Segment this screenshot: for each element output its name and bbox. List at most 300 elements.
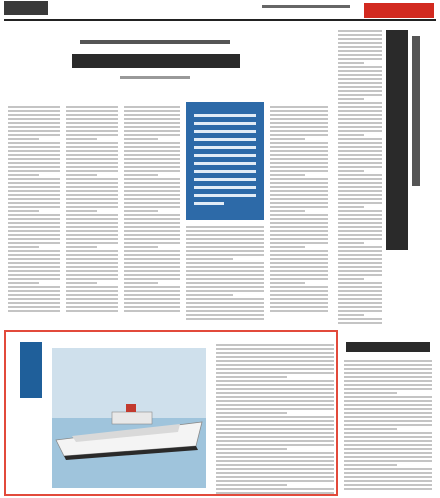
text-line-placeholder bbox=[344, 396, 432, 398]
text-line-placeholder bbox=[270, 222, 328, 224]
text-line-placeholder bbox=[124, 122, 180, 124]
text-line-placeholder bbox=[66, 106, 118, 108]
text-line-placeholder bbox=[216, 436, 334, 438]
text-line-placeholder bbox=[66, 250, 118, 252]
text-line-placeholder bbox=[344, 432, 432, 434]
text-line-placeholder bbox=[216, 476, 334, 478]
text-line-placeholder bbox=[66, 210, 97, 212]
text-line-placeholder bbox=[66, 254, 118, 256]
pull-quote-line-placeholder bbox=[194, 154, 256, 157]
text-line-placeholder bbox=[338, 218, 382, 220]
text-line-placeholder bbox=[216, 388, 334, 390]
text-line-placeholder bbox=[8, 210, 39, 212]
text-line-placeholder bbox=[338, 298, 382, 300]
text-line-placeholder bbox=[8, 290, 60, 292]
text-line-placeholder bbox=[124, 190, 180, 192]
pull-quote-line-placeholder bbox=[194, 138, 256, 141]
text-line-placeholder bbox=[186, 302, 264, 304]
text-line-placeholder bbox=[344, 388, 432, 390]
text-line-placeholder bbox=[344, 376, 432, 378]
text-line-placeholder bbox=[270, 274, 328, 276]
text-line-placeholder bbox=[338, 258, 382, 260]
text-line-placeholder bbox=[216, 460, 334, 462]
text-line-placeholder bbox=[344, 452, 432, 454]
text-line-placeholder bbox=[270, 174, 305, 176]
text-line-placeholder bbox=[270, 122, 328, 124]
text-line-placeholder bbox=[8, 138, 39, 140]
text-line-placeholder bbox=[186, 262, 264, 264]
text-line-placeholder bbox=[124, 278, 180, 280]
text-line-placeholder bbox=[8, 194, 60, 196]
text-line-placeholder bbox=[66, 222, 118, 224]
date-line bbox=[262, 5, 350, 8]
text-line-placeholder bbox=[8, 134, 60, 136]
text-line-placeholder bbox=[124, 134, 180, 136]
text-line-placeholder bbox=[186, 306, 264, 308]
text-line-placeholder bbox=[124, 246, 158, 248]
text-line-placeholder bbox=[338, 70, 382, 72]
text-line-placeholder bbox=[216, 448, 287, 450]
text-line-placeholder bbox=[186, 274, 264, 276]
text-line-placeholder bbox=[216, 396, 334, 398]
text-line-placeholder bbox=[338, 34, 382, 36]
text-line-placeholder bbox=[338, 166, 382, 168]
text-line-placeholder bbox=[344, 472, 432, 474]
text-line-placeholder bbox=[270, 158, 328, 160]
text-line-placeholder bbox=[186, 286, 264, 288]
text-line-placeholder bbox=[338, 230, 382, 232]
text-line-placeholder bbox=[270, 178, 328, 180]
text-line-placeholder bbox=[124, 174, 158, 176]
text-line-placeholder bbox=[270, 218, 328, 220]
text-line-placeholder bbox=[124, 262, 180, 264]
text-line-placeholder bbox=[8, 278, 60, 280]
text-line-placeholder bbox=[124, 186, 180, 188]
text-line-placeholder bbox=[8, 262, 60, 264]
text-line-placeholder bbox=[344, 484, 432, 486]
text-line-placeholder bbox=[270, 186, 328, 188]
text-line-placeholder bbox=[186, 266, 264, 268]
text-line-placeholder bbox=[124, 110, 180, 112]
text-line-placeholder bbox=[124, 150, 180, 152]
text-line-placeholder bbox=[338, 122, 382, 124]
text-line-placeholder bbox=[8, 122, 60, 124]
text-line-placeholder bbox=[186, 242, 264, 244]
pull-quote-box bbox=[186, 102, 264, 220]
text-line-placeholder bbox=[124, 234, 180, 236]
text-line-placeholder bbox=[186, 298, 264, 300]
text-line-placeholder bbox=[338, 250, 382, 252]
text-line-placeholder bbox=[338, 278, 364, 280]
text-line-placeholder bbox=[8, 254, 60, 256]
text-line-placeholder bbox=[344, 384, 432, 386]
text-line-placeholder bbox=[270, 226, 328, 228]
text-line-placeholder bbox=[8, 142, 60, 144]
text-line-placeholder bbox=[216, 372, 334, 374]
text-line-placeholder bbox=[338, 302, 382, 304]
text-line-placeholder bbox=[8, 118, 60, 120]
text-line-placeholder bbox=[66, 226, 118, 228]
text-line-placeholder bbox=[66, 166, 118, 168]
text-line-placeholder bbox=[216, 380, 334, 382]
text-line-placeholder bbox=[186, 226, 264, 228]
text-line-placeholder bbox=[344, 420, 432, 422]
text-line-placeholder bbox=[216, 444, 334, 446]
text-line-placeholder bbox=[124, 194, 180, 196]
story-right-bottom-headline bbox=[346, 342, 430, 352]
text-line-placeholder bbox=[66, 246, 97, 248]
text-line-placeholder bbox=[344, 412, 432, 414]
text-line-placeholder bbox=[8, 178, 60, 180]
text-line-placeholder bbox=[338, 42, 382, 44]
text-line-placeholder bbox=[8, 202, 60, 204]
text-line-placeholder bbox=[66, 122, 118, 124]
text-line-placeholder bbox=[344, 364, 432, 366]
text-line-placeholder bbox=[270, 306, 328, 308]
text-line-placeholder bbox=[66, 214, 118, 216]
text-line-placeholder bbox=[66, 134, 118, 136]
text-line-placeholder bbox=[66, 282, 97, 284]
text-line-placeholder bbox=[338, 62, 364, 64]
text-line-placeholder bbox=[270, 110, 328, 112]
text-line-placeholder bbox=[216, 452, 334, 454]
text-line-placeholder bbox=[338, 170, 364, 172]
text-line-placeholder bbox=[344, 416, 432, 418]
text-line-placeholder bbox=[8, 266, 60, 268]
text-line-placeholder bbox=[8, 302, 60, 304]
text-line-placeholder bbox=[124, 202, 180, 204]
text-line-placeholder bbox=[338, 210, 382, 212]
text-line-placeholder bbox=[270, 302, 328, 304]
text-line-placeholder bbox=[270, 298, 328, 300]
text-line-placeholder bbox=[338, 74, 382, 76]
text-line-placeholder bbox=[344, 476, 432, 478]
text-line-placeholder bbox=[338, 234, 382, 236]
text-line-placeholder bbox=[8, 106, 60, 108]
text-line-placeholder bbox=[216, 480, 334, 482]
text-line-placeholder bbox=[186, 318, 264, 320]
text-line-placeholder bbox=[8, 270, 60, 272]
text-line-placeholder bbox=[270, 114, 328, 116]
text-line-placeholder bbox=[66, 310, 118, 312]
text-line-placeholder bbox=[270, 230, 328, 232]
text-line-placeholder bbox=[8, 298, 60, 300]
text-line-placeholder bbox=[66, 146, 118, 148]
text-line-placeholder bbox=[8, 250, 60, 252]
text-line-placeholder bbox=[338, 146, 382, 148]
text-line-placeholder bbox=[8, 234, 60, 236]
text-line-placeholder bbox=[338, 66, 382, 68]
text-line-placeholder bbox=[8, 166, 60, 168]
text-line-placeholder bbox=[338, 174, 382, 176]
text-line-placeholder bbox=[66, 174, 97, 176]
text-line-placeholder bbox=[8, 222, 60, 224]
text-line-placeholder bbox=[124, 294, 180, 296]
pull-quote-line-placeholder bbox=[194, 130, 256, 133]
text-line-placeholder bbox=[338, 306, 382, 308]
text-line-placeholder bbox=[8, 214, 60, 216]
story-right-bottom bbox=[340, 330, 436, 496]
text-line-placeholder bbox=[8, 226, 60, 228]
text-line-placeholder bbox=[124, 250, 180, 252]
text-line-placeholder bbox=[338, 134, 364, 136]
text-line-placeholder bbox=[8, 186, 60, 188]
story-side-headline bbox=[386, 30, 408, 250]
text-line-placeholder bbox=[270, 282, 305, 284]
text-line-placeholder bbox=[186, 290, 264, 292]
text-line-placeholder bbox=[344, 468, 432, 470]
text-line-placeholder bbox=[216, 384, 334, 386]
text-line-placeholder bbox=[66, 206, 118, 208]
text-line-placeholder bbox=[66, 278, 118, 280]
text-line-placeholder bbox=[338, 290, 382, 292]
text-line-placeholder bbox=[344, 480, 432, 482]
text-line-placeholder bbox=[338, 226, 382, 228]
text-line-placeholder bbox=[344, 424, 432, 426]
text-line-placeholder bbox=[124, 282, 158, 284]
text-line-placeholder bbox=[8, 218, 60, 220]
text-line-placeholder bbox=[338, 182, 382, 184]
text-line-placeholder bbox=[344, 380, 432, 382]
text-line-placeholder bbox=[338, 322, 382, 324]
text-line-placeholder bbox=[66, 266, 118, 268]
story-main-byline bbox=[120, 76, 190, 79]
text-line-placeholder bbox=[270, 194, 328, 196]
text-line-placeholder bbox=[66, 234, 118, 236]
text-line-placeholder bbox=[66, 198, 118, 200]
text-line-placeholder bbox=[8, 310, 60, 312]
text-line-placeholder bbox=[8, 230, 60, 232]
text-line-placeholder bbox=[8, 110, 60, 112]
text-line-placeholder bbox=[216, 400, 334, 402]
text-line-placeholder bbox=[216, 360, 334, 362]
text-line-placeholder bbox=[124, 162, 180, 164]
text-line-placeholder bbox=[66, 202, 118, 204]
text-line-placeholder bbox=[66, 186, 118, 188]
text-line-placeholder bbox=[216, 492, 334, 494]
text-line-placeholder bbox=[338, 186, 382, 188]
text-line-placeholder bbox=[270, 210, 305, 212]
text-line-placeholder bbox=[338, 126, 382, 128]
text-line-placeholder bbox=[338, 214, 382, 216]
text-line-placeholder bbox=[66, 290, 118, 292]
text-line-placeholder bbox=[216, 408, 334, 410]
text-line-placeholder bbox=[8, 190, 60, 192]
text-line-placeholder bbox=[124, 222, 180, 224]
text-line-placeholder bbox=[8, 282, 39, 284]
pull-quote-line-placeholder bbox=[194, 186, 256, 189]
text-line-placeholder bbox=[124, 258, 180, 260]
text-line-placeholder bbox=[270, 166, 328, 168]
text-line-placeholder bbox=[338, 270, 382, 272]
text-line-placeholder bbox=[270, 250, 328, 252]
text-line-placeholder bbox=[270, 242, 328, 244]
text-line-placeholder bbox=[66, 190, 118, 192]
text-line-placeholder bbox=[66, 158, 118, 160]
text-line-placeholder bbox=[270, 130, 328, 132]
text-line-placeholder bbox=[8, 286, 60, 288]
story-main bbox=[4, 26, 332, 330]
text-line-placeholder bbox=[338, 82, 382, 84]
text-line-placeholder bbox=[216, 468, 334, 470]
text-line-placeholder bbox=[8, 238, 60, 240]
text-line-placeholder bbox=[270, 266, 328, 268]
text-line-placeholder bbox=[66, 142, 118, 144]
text-line-placeholder bbox=[8, 306, 60, 308]
text-line-placeholder bbox=[338, 114, 382, 116]
text-line-placeholder bbox=[66, 130, 118, 132]
text-line-placeholder bbox=[66, 138, 97, 140]
text-line-placeholder bbox=[124, 242, 180, 244]
text-line-placeholder bbox=[186, 294, 233, 296]
text-line-placeholder bbox=[344, 488, 432, 490]
text-line-placeholder bbox=[216, 428, 334, 430]
text-line-placeholder bbox=[124, 302, 180, 304]
text-line-placeholder bbox=[270, 146, 328, 148]
text-line-placeholder bbox=[216, 352, 334, 354]
text-line-placeholder bbox=[124, 118, 180, 120]
story-main-subhead bbox=[80, 40, 230, 44]
masthead bbox=[0, 0, 440, 22]
story-side bbox=[336, 26, 436, 330]
text-line-placeholder bbox=[216, 376, 287, 378]
text-line-placeholder bbox=[216, 456, 334, 458]
text-line-placeholder bbox=[124, 286, 180, 288]
text-line-placeholder bbox=[338, 106, 382, 108]
text-line-placeholder bbox=[124, 138, 158, 140]
text-line-placeholder bbox=[124, 146, 180, 148]
story-side-subhead bbox=[412, 36, 420, 186]
text-line-placeholder bbox=[216, 344, 334, 346]
text-line-placeholder bbox=[338, 246, 382, 248]
text-line-placeholder bbox=[270, 154, 328, 156]
text-line-placeholder bbox=[124, 154, 180, 156]
text-line-placeholder bbox=[66, 150, 118, 152]
text-line-placeholder bbox=[124, 254, 180, 256]
text-line-placeholder bbox=[216, 368, 334, 370]
text-line-placeholder bbox=[338, 158, 382, 160]
text-line-placeholder bbox=[216, 464, 334, 466]
text-line-placeholder bbox=[186, 258, 233, 260]
text-line-placeholder bbox=[338, 202, 382, 204]
text-line-placeholder bbox=[216, 484, 287, 486]
masthead-logo bbox=[4, 1, 48, 15]
text-line-placeholder bbox=[338, 262, 382, 264]
text-line-placeholder bbox=[8, 294, 60, 296]
text-line-placeholder bbox=[270, 238, 328, 240]
text-line-placeholder bbox=[338, 310, 382, 312]
text-line-placeholder bbox=[216, 356, 334, 358]
text-line-placeholder bbox=[8, 126, 60, 128]
text-line-placeholder bbox=[8, 198, 60, 200]
text-line-placeholder bbox=[8, 130, 60, 132]
text-line-placeholder bbox=[216, 348, 334, 350]
text-line-placeholder bbox=[66, 286, 118, 288]
text-line-placeholder bbox=[66, 238, 118, 240]
text-line-placeholder bbox=[8, 170, 60, 172]
text-line-placeholder bbox=[270, 254, 328, 256]
text-line-placeholder bbox=[338, 86, 382, 88]
text-line-placeholder bbox=[124, 218, 180, 220]
text-line-placeholder bbox=[124, 182, 180, 184]
text-line-placeholder bbox=[124, 142, 180, 144]
text-line-placeholder bbox=[270, 190, 328, 192]
text-line-placeholder bbox=[338, 46, 382, 48]
text-line-placeholder bbox=[124, 210, 158, 212]
text-line-placeholder bbox=[270, 198, 328, 200]
section-tag bbox=[364, 3, 434, 18]
text-line-placeholder bbox=[8, 158, 60, 160]
text-line-placeholder bbox=[66, 114, 118, 116]
text-line-placeholder bbox=[124, 114, 180, 116]
text-line-placeholder bbox=[344, 448, 432, 450]
text-line-placeholder bbox=[186, 246, 264, 248]
text-line-placeholder bbox=[216, 420, 334, 422]
text-line-placeholder bbox=[338, 130, 382, 132]
text-line-placeholder bbox=[338, 238, 382, 240]
text-line-placeholder bbox=[216, 392, 334, 394]
text-line-placeholder bbox=[338, 318, 382, 320]
text-line-placeholder bbox=[66, 262, 118, 264]
text-line-placeholder bbox=[124, 166, 180, 168]
text-line-placeholder bbox=[186, 250, 264, 252]
text-line-placeholder bbox=[270, 162, 328, 164]
text-line-placeholder bbox=[344, 404, 432, 406]
text-line-placeholder bbox=[338, 314, 364, 316]
text-line-placeholder bbox=[344, 444, 432, 446]
text-line-placeholder bbox=[344, 360, 432, 362]
text-line-placeholder bbox=[124, 226, 180, 228]
text-line-placeholder bbox=[186, 234, 264, 236]
text-line-placeholder bbox=[338, 266, 382, 268]
text-line-placeholder bbox=[124, 214, 180, 216]
text-line-placeholder bbox=[8, 206, 60, 208]
text-line-placeholder bbox=[338, 206, 364, 208]
text-line-placeholder bbox=[124, 198, 180, 200]
text-line-placeholder bbox=[8, 154, 60, 156]
text-line-placeholder bbox=[270, 286, 328, 288]
text-line-placeholder bbox=[124, 230, 180, 232]
text-line-placeholder bbox=[186, 282, 264, 284]
text-line-placeholder bbox=[66, 218, 118, 220]
text-line-placeholder bbox=[338, 58, 382, 60]
text-line-placeholder bbox=[66, 230, 118, 232]
text-line-placeholder bbox=[338, 154, 382, 156]
text-line-placeholder bbox=[124, 290, 180, 292]
text-line-placeholder bbox=[216, 432, 334, 434]
text-line-placeholder bbox=[270, 182, 328, 184]
text-line-placeholder bbox=[338, 286, 382, 288]
text-line-placeholder bbox=[66, 182, 118, 184]
text-line-placeholder bbox=[124, 274, 180, 276]
text-line-placeholder bbox=[338, 98, 364, 100]
text-line-placeholder bbox=[338, 254, 382, 256]
text-line-placeholder bbox=[270, 246, 305, 248]
text-line-placeholder bbox=[8, 258, 60, 260]
text-line-placeholder bbox=[338, 110, 382, 112]
text-line-placeholder bbox=[124, 306, 180, 308]
text-line-placeholder bbox=[124, 270, 180, 272]
text-line-placeholder bbox=[124, 266, 180, 268]
text-line-placeholder bbox=[216, 412, 287, 414]
pull-quote-line-placeholder bbox=[194, 194, 256, 197]
text-line-placeholder bbox=[270, 278, 328, 280]
text-line-placeholder bbox=[344, 400, 432, 402]
text-line-placeholder bbox=[8, 162, 60, 164]
text-line-placeholder bbox=[216, 404, 334, 406]
pull-quote-line-placeholder bbox=[194, 114, 256, 117]
text-line-placeholder bbox=[66, 298, 118, 300]
